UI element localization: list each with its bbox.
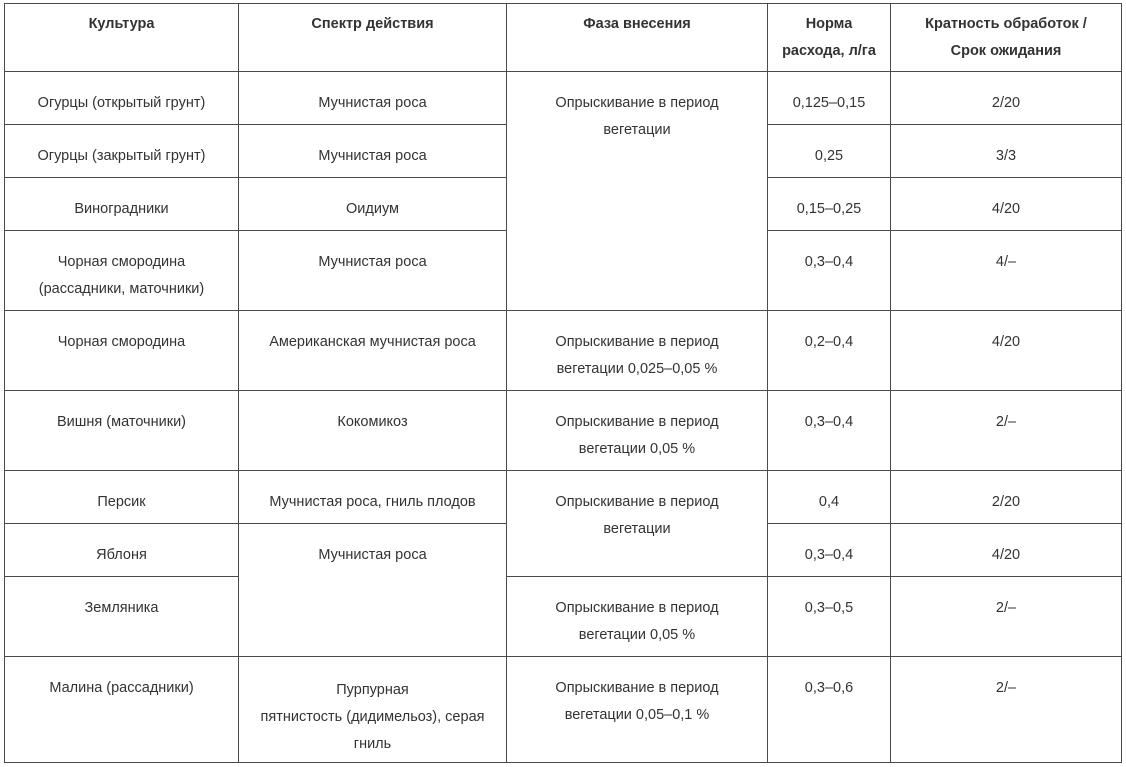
cell-frequency: 4/20 bbox=[891, 178, 1122, 231]
cell-rate: 0,125–0,15 bbox=[768, 72, 891, 125]
header-crop: Культура bbox=[5, 4, 239, 72]
table-row bbox=[5, 577, 1122, 657]
cell-frequency: 3/3 bbox=[891, 125, 1122, 178]
cell-spectrum: Оидиум bbox=[239, 178, 507, 231]
cell-phase: Опрыскивание в период вегетации 0,05 % bbox=[507, 391, 768, 471]
cell-crop: Чорная смородина (рассадники, маточники) bbox=[5, 231, 239, 311]
cell-spectrum: Мучнистая роса bbox=[239, 524, 507, 657]
table-row bbox=[5, 72, 1122, 125]
header-row bbox=[5, 4, 1122, 72]
cell-spectrum: Мучнистая роса bbox=[239, 72, 507, 125]
cell-rate: 0,3–0,6 bbox=[768, 657, 891, 763]
cell-crop: Огурцы (закрытый грунт) bbox=[5, 125, 239, 178]
cell-rate: 0,3–0,4 bbox=[768, 524, 891, 577]
table-row bbox=[5, 657, 1122, 763]
cell-phase: Опрыскивание в период вегетации 0,05 % bbox=[507, 577, 768, 657]
header-spectrum: Спектр действия bbox=[239, 4, 507, 72]
header-frequency: Кратность обработок / Срок ожидания bbox=[891, 4, 1122, 72]
cell-spectrum: Мучнистая роса, гниль плодов bbox=[239, 471, 507, 524]
table-row bbox=[5, 391, 1122, 471]
cell-spectrum: Мучнистая роса bbox=[239, 231, 507, 311]
cell-spectrum: Пурпурная пятнистость (дидимельоз), серая гниль bbox=[239, 657, 507, 763]
cell-rate: 0,3–0,4 bbox=[768, 391, 891, 471]
cell-spectrum: Американская мучнистая роса bbox=[239, 311, 507, 391]
cell-crop: Виноградники bbox=[5, 178, 239, 231]
cell-rate: 0,3–0,5 bbox=[768, 577, 891, 657]
cell-frequency: 4/20 bbox=[891, 311, 1122, 391]
cell-rate: 0,15–0,25 bbox=[768, 178, 891, 231]
cell-spectrum: Мучнистая роса bbox=[239, 125, 507, 178]
cell-crop: Вишня (маточники) bbox=[5, 391, 239, 471]
cell-crop: Чорная смородина bbox=[5, 311, 239, 391]
cell-frequency: 2/20 bbox=[891, 72, 1122, 125]
header-rate: Норма расхода, л/га bbox=[768, 4, 891, 72]
cell-frequency: 2/– bbox=[891, 657, 1122, 763]
fungicide-table bbox=[4, 3, 1122, 763]
cell-phase: Опрыскивание в период вегетации 0,05–0,1 % bbox=[507, 657, 768, 763]
cell-frequency: 2/– bbox=[891, 577, 1122, 657]
cell-phase: Опрыскивание в период вегетации bbox=[507, 72, 768, 311]
table-row bbox=[5, 311, 1122, 391]
cell-frequency: 4/20 bbox=[891, 524, 1122, 577]
cell-crop: Яблоня bbox=[5, 524, 239, 577]
cell-frequency: 4/– bbox=[891, 231, 1122, 311]
cell-phase: Опрыскивание в период вегетации bbox=[507, 471, 768, 577]
cell-spectrum: Кокомикоз bbox=[239, 391, 507, 471]
table-row bbox=[5, 471, 1122, 524]
cell-crop: Персик bbox=[5, 471, 239, 524]
cell-rate: 0,4 bbox=[768, 471, 891, 524]
cell-frequency: 2/– bbox=[891, 391, 1122, 471]
cell-crop: Малина (рассадники) bbox=[5, 657, 239, 763]
cell-crop: Огурцы (открытый грунт) bbox=[5, 72, 239, 125]
cell-rate: 0,2–0,4 bbox=[768, 311, 891, 391]
cell-rate: 0,25 bbox=[768, 125, 891, 178]
cell-frequency: 2/20 bbox=[891, 471, 1122, 524]
cell-phase: Опрыскивание в период вегетации 0,025–0,05 % bbox=[507, 311, 768, 391]
cell-crop: Земляника bbox=[5, 577, 239, 657]
cell-rate: 0,3–0,4 bbox=[768, 231, 891, 311]
header-phase: Фаза внесения bbox=[507, 4, 768, 72]
